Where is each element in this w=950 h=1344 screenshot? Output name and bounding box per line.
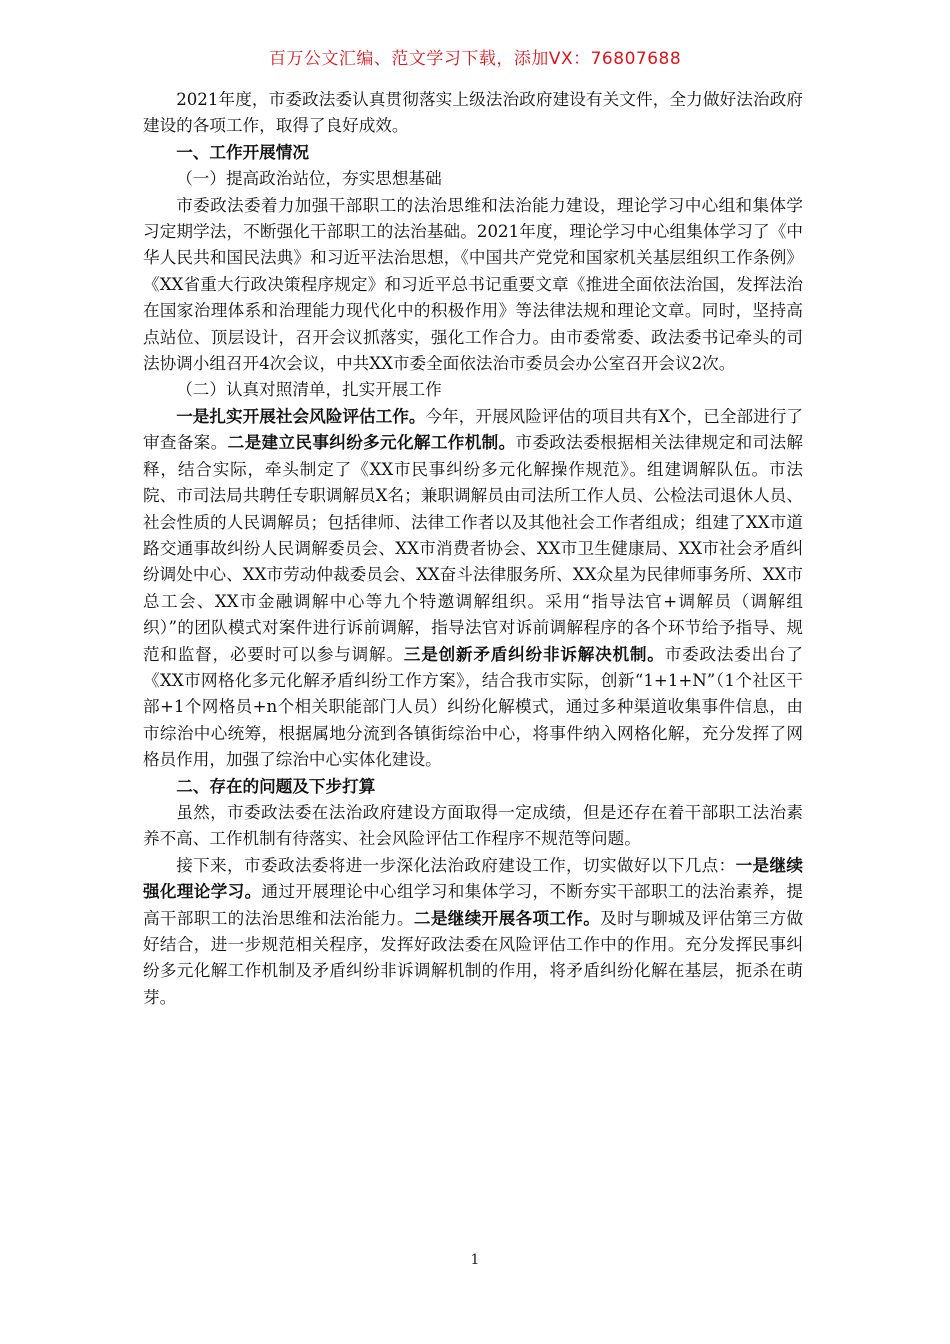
section-1-heading: 一、工作开展情况: [176, 142, 309, 162]
item-2-text: 市委政法委根据相关法律规定和司法解释，结合实际，牵头制定了《XX市民事纠纷多元化解操作规范》。组建调解队伍。市法院、市司法局共聘任专职调解员X名；兼职调解员由司法所工作人员、公检法司退休人员、社会性质的人民调解员；包括律师、法律工作者以及其他社会工作者组成；组建了XX市道路交通事故纠纷人民调解委员会、XX市消费者协会、XX市卫生健康局、XX市社会矛盾纠纷调处中心、XX市劳动仲裁委员会、XX奋斗法律服务所、XX众星为民律师事务所、XX市总工会、XX市金融调解中心等九个特邀调解组织。采用“指导法官+调解员（调解组织）”的团队模式对案件进行诉前调解，指导法官对诉前调解程序的各个环节给予指导、规范和监督，必要时可以参与调解。: [143, 433, 804, 664]
plan-item-2-title: 二是继续开展各项工作。: [413, 908, 601, 928]
plan-item-1-title: 一是继续强化理论学习。: [143, 855, 804, 902]
subsection-2-paragraph: [143, 404, 803, 774]
subsection-1-paragraph: 市委政法委着力加强干部职工的法治思维和法治能力建设，理论学习中心组和集体学习定期学法，不断强化干部职工的法治基础。2021年度，理论学习中心组集体学习了《中华人民共和国民法典》和习近平法治思想，《中国共产党党和国家机关基层组织工作条例》《XX省重大行政决策程序规定》和习近平总书记重要文章《推进全面依法治国，发挥法治在国家治理体系和治理能力现代化中的积极作用》等法律法规和理论文章。同时，坚持高点站位、顶层设计，召开会议抓落实，强化工作合力。由市委常委、政法委书记牵头的司法协调小组召开4次会议，中共XX市委全面依法治市委员会办公室召开会议2次。: [143, 195, 803, 374]
plan-lead-text: 接下来，市委政法委将进一步深化法治政府建设工作，切实做好以下几点：: [176, 855, 736, 875]
subsection-2-heading: （二）认真对照清单，扎实开展工作: [176, 380, 442, 400]
plan-item-2-text: 及时与聊城及评估第三方做好结合，进一步规范相关程序，发挥好政法委在风险评估工作中的作用。充分发挥民事纠纷多元化解工作机制及矛盾纠纷非诉调解机制的作用，将矛盾纠纷化解在基层，扼杀在萌芽。: [143, 908, 804, 1007]
item-3-text: 市委政法委出台了《XX市网格化多元化解矛盾纠纷工作方案》，结合我市实际，创新“1+1+N”（1个社区干部+1个网格员+n个相关职能部门人员）纠纷化解模式，通过多种渠道收集事件信息，由市综治中心统筹，根据属地分流到各镇街综治中心，将事件纳入网格化解，充分发挥了网格员作用，加强了综治中心实体化建设。: [143, 644, 804, 770]
document-body: [143, 87, 803, 1011]
promo-banner: 百万公文汇编、范文学习下载，添加VX：76807688: [268, 49, 682, 69]
subsection-1-heading: （一）提高政治站位，夯实思想基础: [176, 169, 442, 189]
section-2-paragraph-2: [143, 853, 803, 1011]
item-1-text: 今年，开展风险评估的项目共有X个，已全部进行了审查备案。: [143, 406, 804, 453]
section-2-paragraph-1: 虽然，市委政法委在法治政府建设方面取得一定成绩，但是还存在着干部职工法治素养不高、工作机制有待落实、社会风险评估工作程序不规范等问题。: [143, 802, 803, 849]
item-3-title: 三是创新矛盾纠纷非诉解决机制。: [403, 644, 665, 664]
item-2-title: 二是建立民事纠纷多元化解工作机制。: [227, 433, 516, 453]
intro-paragraph: 2021年度，市委政法委认真贯彻落实上级法治政府建设有关文件，全力做好法治政府建设的各项工作，取得了良好成效。: [143, 90, 803, 136]
item-1-title: 一是扎实开展社会风险评估工作。: [176, 406, 426, 426]
section-2-heading: 二、存在的问题及下步打算: [176, 776, 376, 796]
page-number: 1: [470, 1252, 480, 1268]
plan-item-1-text: 通过开展理论中心组学习和集体学习，不断夯实干部职工的法治素养，提高干部职工的法治思维和法治能力。: [143, 882, 804, 928]
